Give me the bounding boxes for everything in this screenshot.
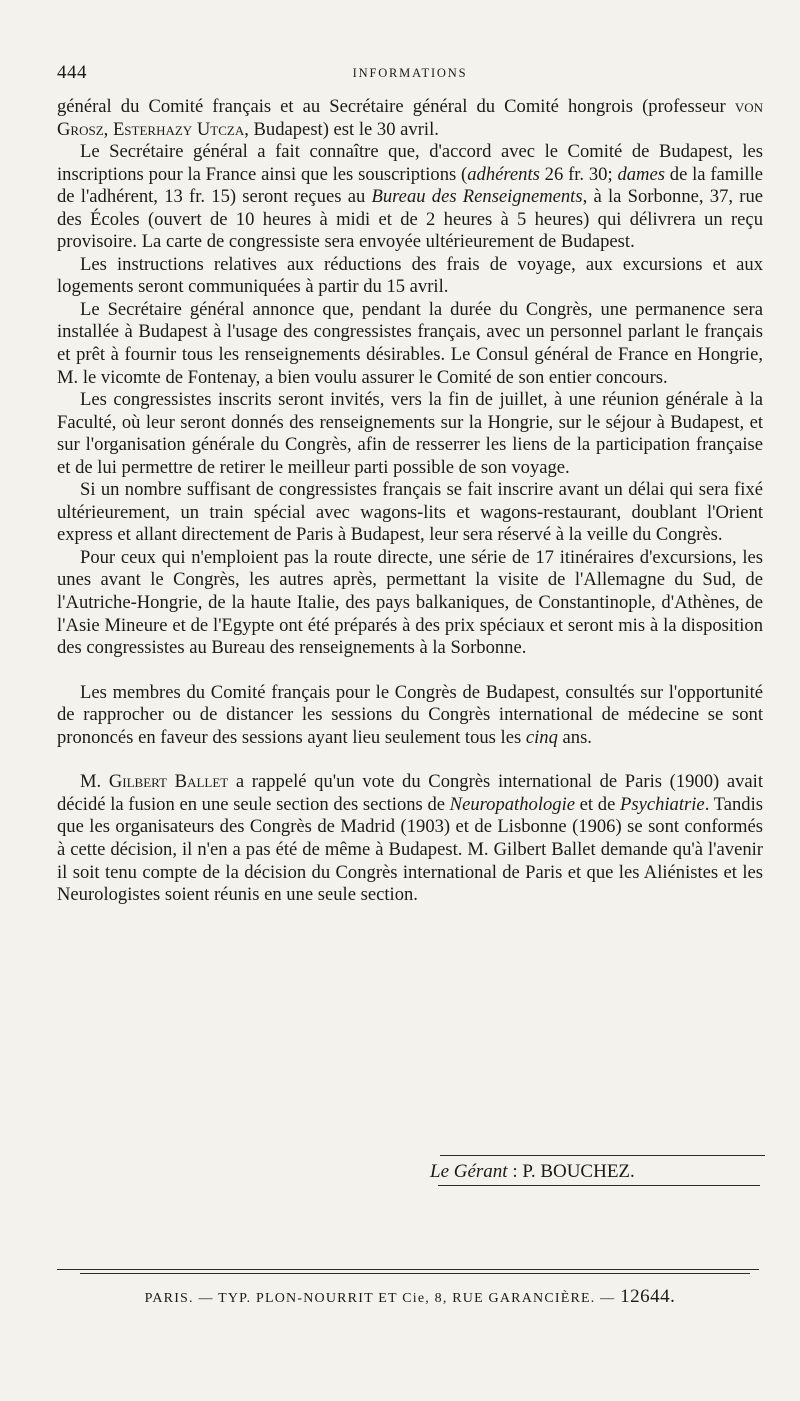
paragraph-7: Pour ceux qui n'emploient pas la route directe, une série de 17 itinéraires d'excursions, les unes avant le Congrès, les autres après, permettant la visite de l'Allemagne du Sud, de l'Autriche-Hongrie, de la haute Italie, des pays balkaniques, de Constantinople, d'Athènes, de l'Asie Mineure et de l'Egypte ont été préparés à des prix spéciaux et seront mis à la disposition des congressistes au Bureau des renseignements à la Sorbonne. [57,546,763,659]
job-number: 12644. [620,1286,676,1307]
paragraph-6: Si un nombre suffisant de congressistes français se fait inscrire avant un délai qui sera fixé ultérieurement, un train spécial avec wagons-lits et wagons-restaurant, doublant l'Orient express et allant directement de Paris à Budapest, leur sera réservé à la veille du Congrès. [57,479,763,546]
signature-label: Le Gérant [430,1161,508,1182]
paragraph-1: général du Comité français et au Secrétaire général du Comité hongrois (professeur von Grosz, Esterhazy Utcza, Budapest) est le 30 avril. [57,96,763,140]
paragraph-5: Les congressistes inscrits seront invités, vers la fin de juillet, à une réunion générale à la Faculté, où leur seront donnés des renseignements sur la Hongrie, sur le séjour à Budapest, et sur l'organisation générale du Congrès, afin de resserrer les liens de la participation française et de lui permettre de retirer le meilleur parti possible de son voyage. [57,389,763,478]
printer-imprint: PARIS. — TYP. PLON-NOURRIT ET Cie, 8, RUE GARANCIÈRE. — 12644. [144,1286,676,1307]
person-name: Gilbert Ballet [108,771,229,793]
footer-divider [57,1269,759,1270]
page-header [57,62,763,86]
paragraph-3: Les instructions relatives aux réductions des frais de voyage, aux excursions et aux logements seront communiquées à partir du 15 avril. [57,253,763,298]
running-head: INFORMATIONS [352,66,468,80]
footer-divider-second [80,1273,750,1274]
person-names: von Grosz, Esterhazy Utcza [57,96,763,140]
paragraph-4: Le Secrétaire général annonce que, pendant la durée du Congrès, une permanence sera installée à Budapest à l'usage des congressistes français, avec un personnel parlant le français et prêt à fournir tous les renseignements désirables. Le Consul général de France en Hongrie, M. le vicomte de Fontenay, a bien voulu assurer le Comité de son entier concours. [57,298,763,388]
paragraph-9: M. Gilbert Ballet a rappelé qu'un vote du Congrès international de Paris (1900) avait décidé la fusion en une seule section des sections de Neuropathologie et de Psychiatrie. Tandis que les organisateurs des Congrès de Madrid (1903) et de Lisbonne (1906) se sont conformés à cette décision, il n'en a pas été de même à Budapest. M. Gilbert Ballet demande qu'à l'avenir il soit tenu compte de la décision du Congrès international de Paris et que les Aliénistes et les Neurologistes soient réunis en une seule section. [57,771,764,906]
signature-rule [440,1155,765,1156]
page-number: 444 [57,62,87,83]
paragraph-2: Le Secrétaire général a fait connaître que, d'accord avec le Comité de Budapest, les inscriptions pour la France ainsi que les souscriptions (adhérents 26 fr. 30; dames de la famille de l'adhérent, 13 fr. 15) seront reçues au Bureau des Renseignements, à la Sorbonne, 37, rue des Écoles (ouvert de 10 heures à midi et de 2 heures à 5 heures) qui délivrera un reçu provisoire. La carte de congressiste sera envoyée ultérieurement de Budapest. [57,141,764,253]
signature-underline [438,1185,760,1186]
signature-name: P. BOUCHEZ. [522,1161,635,1182]
paragraph-8: Les membres du Comité français pour le Congrès de Budapest, consultés sur l'opportunité de rapprocher ou de distancer les sessions du Congrès international de médecine se sont prononcés en faveur des sessions ayant lieu seulement tous les cinq ans. [57,681,763,748]
signature: Le Gérant : P. BOUCHEZ. [430,1161,760,1183]
article-body [57,96,763,907]
